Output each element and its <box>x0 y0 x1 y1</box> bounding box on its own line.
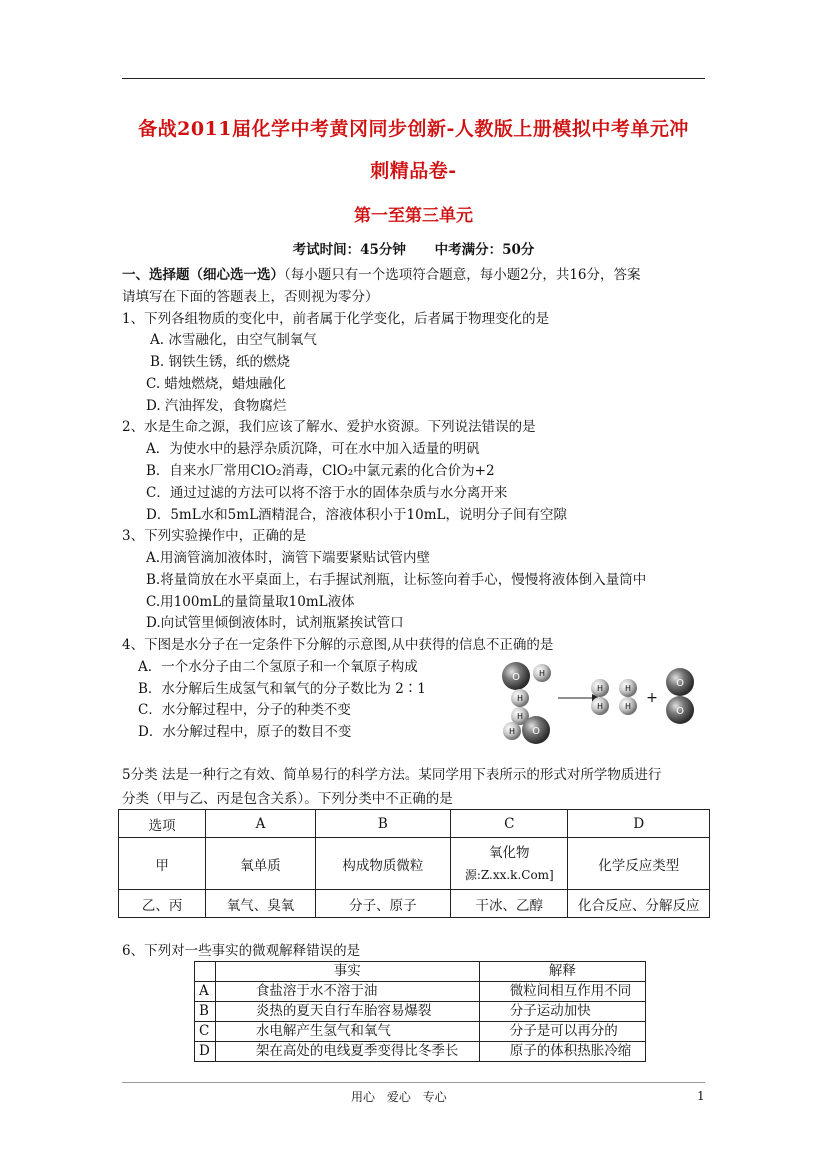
table-cell: D <box>568 810 710 838</box>
table-header-row <box>119 810 710 838</box>
table-row <box>195 1042 646 1062</box>
page-number: 1 <box>697 1089 705 1103</box>
unit-title: 第一至第三单元 <box>354 206 473 226</box>
table-cell: 分子运动加快 <box>479 1002 645 1022</box>
table-cell: B <box>315 810 450 838</box>
table-cell: 解释 <box>479 962 645 982</box>
question-4-stem: 4、下图是水分子在一定条件下分解的示意图,从中获得的信息不正确的是 <box>122 637 554 653</box>
table-cell: 分子是可以再分的 <box>479 1022 645 1042</box>
table-row <box>195 982 646 1002</box>
question-4-option-c: C．水分解过程中，分子的种类不变 <box>138 702 351 718</box>
table-cell: 化学反应类型 <box>568 838 710 890</box>
table-cell: 事实 <box>215 962 479 982</box>
table-row-jia <box>119 838 710 890</box>
header-rule <box>122 78 705 79</box>
section1-instruction: （每小题只有一个选项符合题意，每小题2分，共16分，答案 <box>284 267 641 283</box>
water-molecule-2 <box>503 707 550 744</box>
hydrogen-label: H <box>624 702 632 711</box>
table-cell: 食盐溶于水不溶于油 <box>215 982 479 1002</box>
table-cell: 原子的体积热胀冷缩 <box>479 1042 645 1062</box>
hydrogen-label: H <box>596 684 604 693</box>
question-3-option-a: A.用滴管滴加液体时，滴管下端要紧贴试管内壁 <box>146 550 431 566</box>
question-2-option-a: A．为使水中的悬浮杂质沉降，可在水中加入适量的明矾 <box>146 441 480 457</box>
question-2-option-d: D．5mL水和5mL酒精混合，溶液体积小于10mL，说明分子间有空隙 <box>146 507 567 523</box>
table-cell: 乙、丙 <box>119 890 206 918</box>
footer-rule <box>122 1082 705 1083</box>
section1-instruction-cont: 请填写在下面的答题表上，否则视为零分） <box>122 289 379 305</box>
oxygen-label: O <box>512 672 520 683</box>
table-cell: 分子、原子 <box>315 890 450 918</box>
table-row <box>195 1022 646 1042</box>
table-cell: A <box>206 810 315 838</box>
question-2-stem: 2、水是生命之源，我们应该了解水、爱护水资源。下列说法错误的是 <box>122 419 536 435</box>
table-cell: 构成物质微粒 <box>315 838 450 890</box>
question-2-option-c: C．通过过滤的方法可以将不溶于水的固体杂质与水分离开来 <box>146 485 508 501</box>
table-cell: C <box>195 1022 216 1042</box>
oxygen-label: O <box>676 678 684 689</box>
cell-line: 氧化物 <box>489 844 530 861</box>
table-cell: 微粒间相互作用不同 <box>479 982 645 1002</box>
full-score: 中考满分：50分 <box>434 242 535 258</box>
table-cell: A <box>195 982 216 1002</box>
question-4-option-d: D．水分解过程中，原子的数目不变 <box>138 724 352 740</box>
hydrogen-label: H <box>516 712 524 721</box>
hydrogen-label: H <box>516 694 524 703</box>
hydrogen-label: H <box>508 727 516 736</box>
table-cell <box>451 838 568 890</box>
table-cell: 水电解产生氢气和氧气 <box>215 1022 479 1042</box>
question-3-option-b: B.将量筒放在水平桌面上，右手握试剂瓶，让标签向着手心，慢慢将液体倒入量筒中 <box>146 572 647 588</box>
question-5-stem: 5分类 法是一种行之有效、简单易行的科学方法。某同学用下表所示的形式对所学物质进行 <box>122 767 662 783</box>
question-1-option-c: C. 蜡烛燃烧，蜡烛融化 <box>146 376 286 392</box>
table-row <box>195 1002 646 1022</box>
question-3-stem: 3、下列实验操作中，正确的是 <box>122 528 307 544</box>
question-1-option-b: B. 钢铁生锈，纸的燃烧 <box>150 354 291 370</box>
table-cell: 化合反应、分解反应 <box>568 890 710 918</box>
cell-line: 源:Z.xx.k.Com] <box>464 867 554 882</box>
question-1-option-d: D. 汽油挥发，食物腐烂 <box>146 398 287 414</box>
question-2-option-b: B．自来水厂常用ClO₂消毒，ClO₂中氯元素的化合价为+2 <box>146 463 495 479</box>
explanation-table <box>194 961 646 1062</box>
table-header-row <box>195 962 646 982</box>
table-cell: 炎热的夏天自行车胎容易爆裂 <box>215 1002 479 1022</box>
document-title-continued: 刺精品卷- <box>370 160 457 182</box>
question-4-option-a: A．一个水分子由二个氢原子和一个氧原子构成 <box>138 659 418 675</box>
question-4-option-b: B．水分解后生成氢气和氧气的分子数比为 2∶1 <box>138 681 426 697</box>
section1-heading: 一、选择题（细心选一选） <box>122 267 284 283</box>
hydrogen-label: H <box>538 669 546 678</box>
plus-sign: + <box>646 690 658 706</box>
table-cell <box>195 962 216 982</box>
table-cell: C <box>451 810 568 838</box>
footer-motto: 用心 爱心 专心 <box>351 1090 447 1104</box>
water-molecule-1 <box>502 662 551 707</box>
question-6-stem: 6、下列对一些事实的微观解释错误的是 <box>122 943 361 959</box>
table-row-yibing <box>119 890 710 918</box>
section1-line1 <box>122 266 641 284</box>
oxygen-label: O <box>532 726 540 737</box>
table-cell: 氧单质 <box>206 838 315 890</box>
oxygen-molecule <box>666 668 694 724</box>
question-3-option-c: C.用100mL的量筒量取10mL液体 <box>146 594 355 610</box>
document-title: 备战2011届化学中考黄冈同步创新-人教版上册模拟中考单元冲 <box>138 118 689 140</box>
oxygen-label: O <box>676 706 684 717</box>
question-1-stem: 1、下列各组物质的变化中，前者属于化学变化，后者属于物理变化的是 <box>122 311 550 327</box>
exam-info <box>0 238 827 258</box>
exam-time: 考试时间：45分钟 <box>292 242 406 258</box>
water-decomposition-diagram <box>494 652 714 752</box>
table-cell: 甲 <box>119 838 206 890</box>
table-cell: 干冰、乙醇 <box>451 890 568 918</box>
question-1-option-a: A. 冰雪融化，由空气制氧气 <box>150 332 317 348</box>
hydrogen-label: H <box>596 702 604 711</box>
table-cell: D <box>195 1042 216 1062</box>
table-cell: 氧气、臭氧 <box>206 890 315 918</box>
hydrogen-label: H <box>624 684 632 693</box>
question-3-option-d: D.向试管里倾倒液体时，试剂瓶紧挨试管口 <box>146 615 404 631</box>
table-cell: B <box>195 1002 216 1022</box>
classification-table <box>118 809 710 918</box>
question-5-stem-cont: 分类（甲与乙、丙是包含关系）。下列分类中不正确的是 <box>122 791 453 807</box>
table-cell: 架在高处的电线夏季变得比冬季长 <box>215 1042 479 1062</box>
hydrogen-molecule-2 <box>619 679 637 715</box>
table-cell: 选项 <box>119 810 206 838</box>
